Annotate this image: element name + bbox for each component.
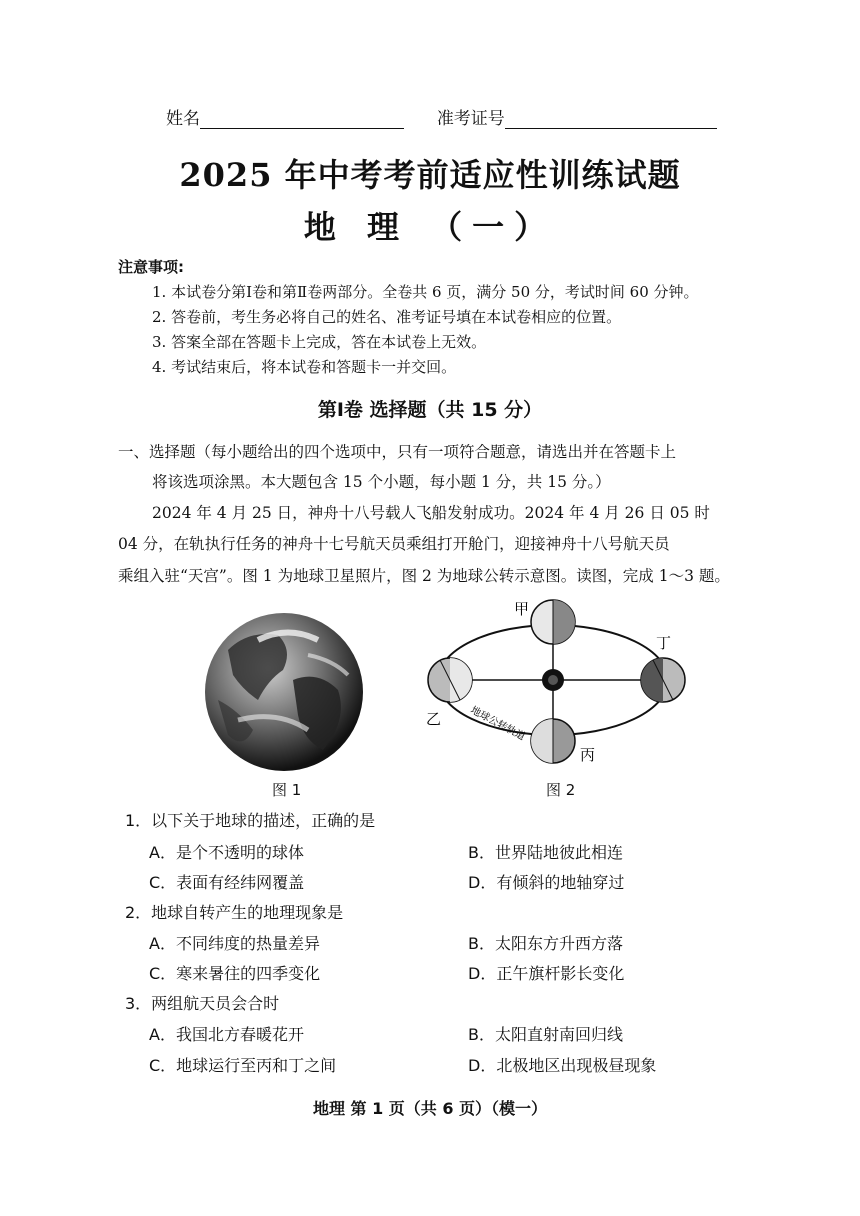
label-yi: 乙 xyxy=(426,710,442,728)
subject-title: 地 理 （一） xyxy=(303,208,557,246)
question-option: C．寒来暑往的四季变化 xyxy=(149,964,321,983)
part-instruction-line2: 将该选项涂黑。本大题包含 15 个小题，每小题 1 分，共 15 分。） xyxy=(152,473,611,491)
question-option: A．是个不透明的球体 xyxy=(149,843,304,862)
earth-position-ding xyxy=(641,658,685,702)
label-ding: 丁 xyxy=(656,634,672,652)
question-option: D．正午旗杆影长变化 xyxy=(468,964,625,983)
question-stem: 3．两组航天员会合时 xyxy=(125,994,280,1013)
question-option: D．北极地区出现极昼现象 xyxy=(468,1056,657,1075)
passage-line: 乘组入驻“天宫”。图 1 为地球卫星照片，图 2 为地球公转示意图。读图，完成 1～3 题。 xyxy=(118,567,730,585)
earth-position-jia xyxy=(531,600,575,644)
name-label: 姓名 xyxy=(166,109,200,129)
notice-item: 4. 考试结束后，将本试卷和答题卡一并交回。 xyxy=(152,358,457,376)
question-stem: 2．地球自转产生的地理现象是 xyxy=(125,903,344,922)
figure-1-caption: 图 1 xyxy=(272,781,302,799)
question-option: C．地球运行至丙和丁之间 xyxy=(149,1056,337,1075)
notice-item: 3. 答案全部在答题卡上完成，答在本试卷上无效。 xyxy=(152,333,487,351)
question-stem: 1．以下关于地球的描述，正确的是 xyxy=(125,811,376,830)
candidate-header xyxy=(166,104,717,129)
earth-position-yi xyxy=(428,658,472,702)
question-option: B．世界陆地彼此相连 xyxy=(468,843,623,862)
section-title: 第Ⅰ卷 选择题（共 15 分） xyxy=(317,399,543,421)
label-bing: 丙 xyxy=(580,746,596,764)
figure-2-caption: 图 2 xyxy=(546,781,576,799)
question-option: D．有倾斜的地轴穿过 xyxy=(468,873,625,892)
question-option: C．表面有经纬网覆盖 xyxy=(149,873,305,892)
passage-line: 2024 年 4 月 25 日，神舟十八号载人飞船发射成功。2024 年 4 月 26 日 05 时 xyxy=(152,504,710,522)
passage-line: 04 分，在轨执行任务的神舟十七号航天员乘组打开舱门，迎接神舟十八号航天员 xyxy=(118,535,670,553)
question-option: B．太阳东方升西方落 xyxy=(468,934,623,953)
notice-heading: 注意事项: xyxy=(118,258,184,276)
question-option: A．不同纬度的热量差异 xyxy=(149,934,320,953)
name-blank xyxy=(200,110,404,129)
earth-position-bing xyxy=(531,719,575,763)
part-instruction-line1: 一、选择题（每小题给出的四个选项中，只有一项符合题意，请选出并在答题卡上 xyxy=(118,443,677,461)
id-blank xyxy=(505,110,717,129)
notice-item: 2. 答卷前，考生务必将自己的姓名、准考证号填在本试卷相应的位置。 xyxy=(152,308,622,326)
question-option: B．太阳直射南回归线 xyxy=(468,1025,623,1044)
id-label: 准考证号 xyxy=(436,109,505,129)
exam-title: 2025 年中考考前适应性训练试题 xyxy=(179,156,681,194)
figure-1-earth-photo xyxy=(198,610,370,775)
notice-item: 1. 本试卷分第Ⅰ卷和第Ⅱ卷两部分。全卷共 6 页，满分 50 分，考试时间 60 分钟。 xyxy=(152,283,699,301)
question-option: A．我国北方春暖花开 xyxy=(149,1025,304,1044)
figure-2-orbit-diagram xyxy=(410,596,700,776)
label-jia: 甲 xyxy=(514,600,530,618)
page-footer: 地理 第 1 页（共 6 页）（模一） xyxy=(312,1099,548,1118)
label-orbit: 地球公转轨道 xyxy=(468,704,527,743)
